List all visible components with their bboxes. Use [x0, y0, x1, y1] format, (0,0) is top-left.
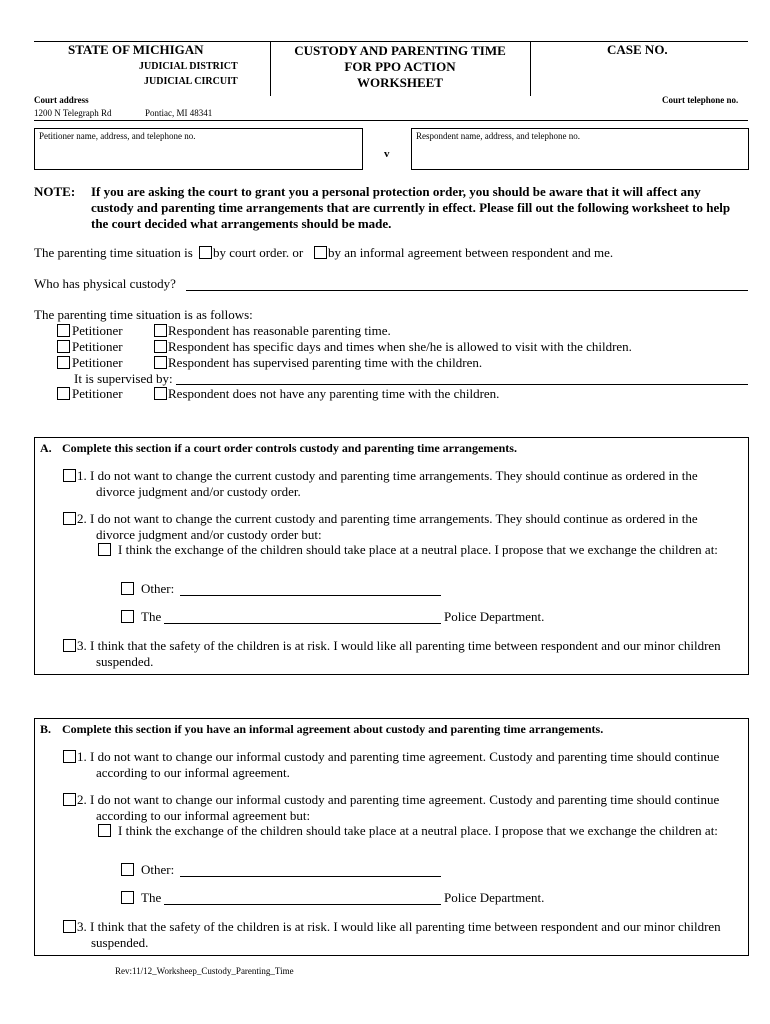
section-a-neutral-checkbox[interactable] [98, 543, 111, 556]
row2-petitioner-checkbox[interactable] [57, 340, 70, 353]
state-heading: STATE OF MICHIGAN [68, 42, 204, 57]
section-a-item3-line1: 3. I think that the safety of the children is at risk. I would like all parenting time between respondent and our minor children [77, 638, 721, 653]
form-title-line3: WORKSHEET [357, 75, 443, 90]
note-label: NOTE: [34, 184, 76, 199]
section-a-police-label: Police Department. [444, 609, 545, 624]
section-b-the-label: The [141, 890, 162, 905]
section-b-item2-line2: according to our informal agreement but: [96, 808, 311, 823]
section-b-item2-checkbox[interactable] [63, 793, 76, 806]
section-a-item2-line2: divorce judgment and/or custody order but: [96, 527, 322, 542]
row4-respondent-checkbox[interactable] [154, 387, 167, 400]
section-a-police-checkbox[interactable] [121, 610, 134, 623]
section-b-item3-line2: suspended. [91, 935, 149, 950]
row1-petitioner-checkbox[interactable] [57, 324, 70, 337]
revision-footer: Rev:11/12_Worksheep_Custody_Parenting_Time [115, 966, 294, 976]
situation-prefix: The parenting time situation is [34, 245, 193, 260]
row2-respondent-checkbox[interactable] [154, 340, 167, 353]
row2-petitioner-label: Petitioner [72, 339, 123, 354]
section-b-other-label: Other: [141, 862, 175, 877]
section-b-item1-line2: according to our informal agreement. [96, 765, 290, 780]
versus-label: v [384, 148, 390, 160]
row1-respondent-label: Respondent has reasonable parenting time. [168, 323, 391, 338]
court-address-label: Court address [34, 95, 89, 105]
section-a-other-checkbox[interactable] [121, 582, 134, 595]
informal-agreement-checkbox[interactable] [314, 246, 327, 259]
judicial-circuit-label: JUDICIAL CIRCUIT [144, 76, 238, 87]
court-order-checkbox[interactable] [199, 246, 212, 259]
section-b-item3-line1: 3. I think that the safety of the children is at risk. I would like all parenting time between respondent and our minor children [77, 919, 721, 934]
follows-intro: The parenting time situation is as follows: [34, 307, 253, 322]
row1-petitioner-label: Petitioner [72, 323, 123, 338]
custody-input-line[interactable] [186, 290, 748, 291]
section-b-other-input-line[interactable] [180, 876, 441, 877]
section-a-title: Complete this section if a court order controls custody and parenting time arrangements. [62, 441, 517, 455]
respondent-box-label: Respondent name, address, and telephone no. [416, 131, 580, 141]
row4-petitioner-checkbox[interactable] [57, 387, 70, 400]
informal-agreement-label: by an informal agreement between respondent and me. [328, 245, 614, 260]
section-a-other-label: Other: [141, 581, 175, 596]
respondent-box[interactable] [411, 128, 749, 170]
section-b-neutral-checkbox[interactable] [98, 824, 111, 837]
court-order-label: by court order. or [213, 245, 304, 260]
note-line3: the court decided what arrangements should be made. [91, 216, 392, 231]
row3-petitioner-label: Petitioner [72, 355, 123, 370]
form-title-line1: CUSTODY AND PARENTING TIME [294, 43, 506, 58]
row3-petitioner-checkbox[interactable] [57, 356, 70, 369]
section-a-item1-line2: divorce judgment and/or custody order. [96, 484, 301, 499]
section-a-item1-line1: 1. I do not want to change the current custody and parenting time arrangements. They should continue as ordered in the [77, 468, 698, 483]
note-line1: If you are asking the court to grant you a personal protection order, you should be aware that it will affect any [91, 184, 701, 199]
section-a-item1-checkbox[interactable] [63, 469, 76, 482]
custody-question: Who has physical custody? [34, 276, 176, 291]
address-rule [34, 120, 748, 121]
judicial-district-label: JUDICIAL DISTRICT [139, 61, 238, 72]
section-a-item3-line2: suspended. [96, 654, 154, 669]
row3-respondent-checkbox[interactable] [154, 356, 167, 369]
section-b-item1-checkbox[interactable] [63, 750, 76, 763]
header-divider-right [530, 41, 531, 96]
court-street: 1200 N Telegraph Rd [34, 108, 112, 118]
case-number-field[interactable] [535, 60, 745, 92]
row4-petitioner-label: Petitioner [72, 386, 123, 401]
petitioner-box-label: Petitioner name, address, and telephone no. [39, 131, 196, 141]
row4-respondent-label: Respondent does not have any parenting time with the children. [168, 386, 500, 401]
supervised-by-label: It is supervised by: [74, 371, 173, 386]
section-b-police-label: Police Department. [444, 890, 545, 905]
section-a-the-label: The [141, 609, 162, 624]
section-b-neutral-text: I think the exchange of the children should take place at a neutral place. I propose that we exchange the children at: [118, 823, 718, 838]
court-phone-label: Court telephone no. [662, 95, 739, 105]
section-b-item3-checkbox[interactable] [63, 920, 76, 933]
section-b-police-checkbox[interactable] [121, 891, 134, 904]
row3-respondent-label: Respondent has supervised parenting time with the children. [168, 355, 483, 370]
section-b-item2-line1: 2. I do not want to change our informal custody and parenting time agreement. Custody and parenting time should continue [77, 792, 720, 807]
section-a-letter: A. [40, 441, 52, 455]
supervised-by-input-line[interactable] [176, 384, 748, 385]
section-b-item1-line1: 1. I do not want to change our informal custody and parenting time agreement. Custody and parenting time should continue [77, 749, 720, 764]
section-b-police-input-line[interactable] [164, 904, 441, 905]
section-b-title: Complete this section if you have an informal agreement about custody and parenting time arrangements. [62, 722, 604, 736]
form-title-line2: FOR PPO ACTION [344, 59, 456, 74]
section-b-letter: B. [40, 722, 52, 736]
court-city: Pontiac, MI 48341 [145, 108, 213, 118]
petitioner-box[interactable] [34, 128, 363, 170]
section-b-other-checkbox[interactable] [121, 863, 134, 876]
row1-respondent-checkbox[interactable] [154, 324, 167, 337]
note-line2: custody and parenting time arrangements that are currently in effect. Please fill out the following worksheet to help [91, 200, 731, 215]
case-number-label: CASE NO. [607, 42, 668, 57]
section-a-item2-checkbox[interactable] [63, 512, 76, 525]
section-a-neutral-text: I think the exchange of the children should take place at a neutral place. I propose that we exchange the children at: [118, 542, 718, 557]
section-a-other-input-line[interactable] [180, 595, 441, 596]
row2-respondent-label: Respondent has specific days and times when she/he is allowed to visit with the children. [168, 339, 632, 354]
section-a-item2-line1: 2. I do not want to change the current custody and parenting time arrangements. They should continue as ordered in the [77, 511, 698, 526]
section-a-police-input-line[interactable] [164, 623, 441, 624]
section-a-item3-checkbox[interactable] [63, 639, 76, 652]
